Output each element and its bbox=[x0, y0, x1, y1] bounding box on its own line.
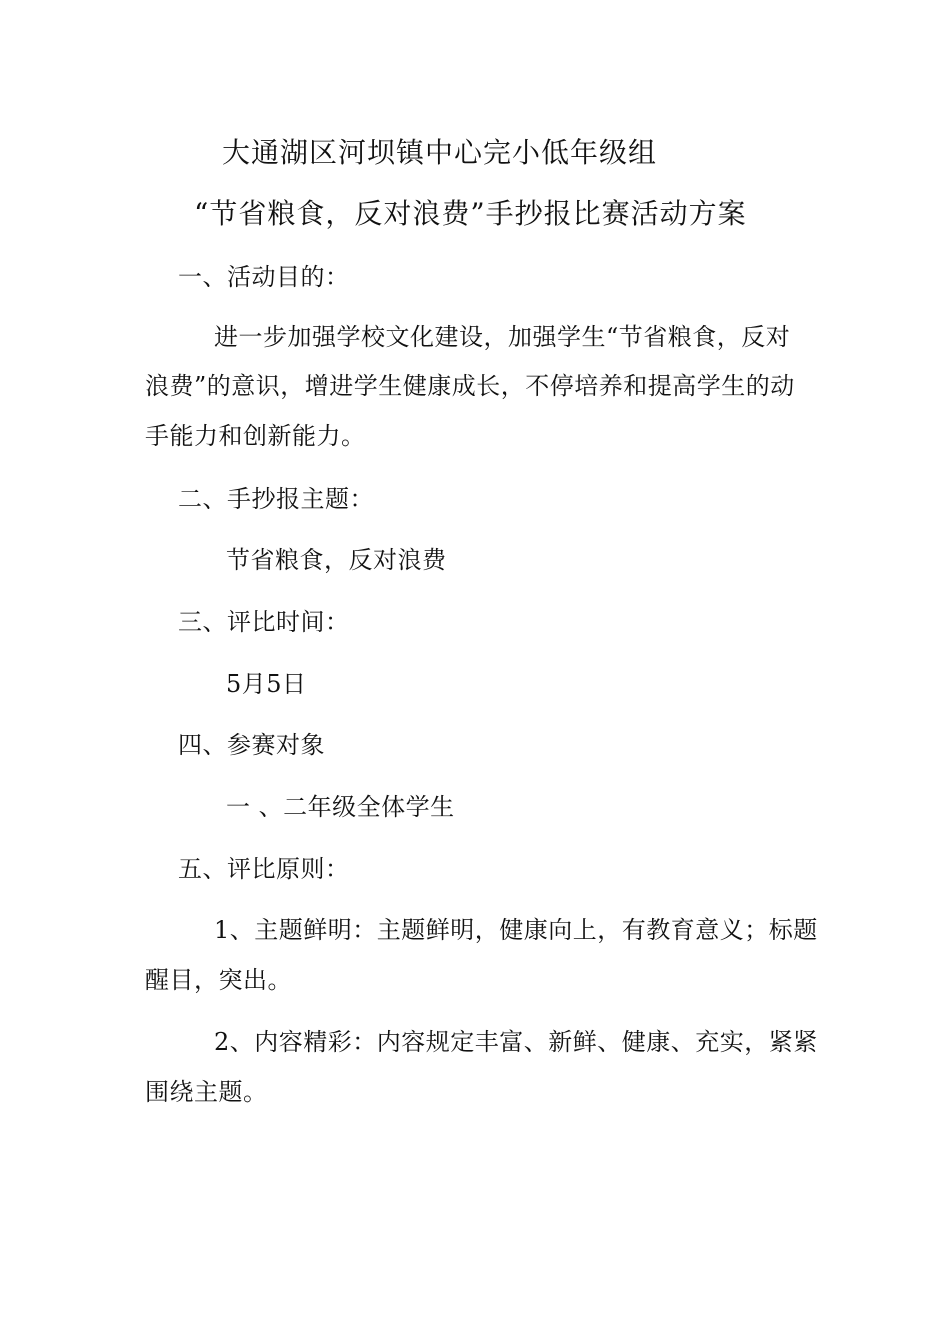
section-4-heading: 四、参赛对象 bbox=[178, 731, 325, 759]
section-1-body-line-2: 浪费”的意识，增进学生健康成长，不停培养和提高学生的动 bbox=[145, 372, 795, 400]
section-2-body-line-1: 节省粮食，反对浪费 bbox=[226, 546, 447, 574]
section-4-body-line-1: 一 、二年级全体学生 bbox=[226, 793, 455, 821]
title-line-2: “节省粮食，反对浪费”手抄报比赛活动方案 bbox=[194, 197, 747, 230]
section-5-body-line-3: 2、内容精彩：内容规定丰富、新鲜、健康、充实，紧紧 bbox=[214, 1028, 818, 1056]
section-3-body-line-1: 5月5日 bbox=[226, 670, 307, 698]
section-5-heading: 五、评比原则： bbox=[178, 855, 350, 883]
section-2-heading: 二、手抄报主题： bbox=[178, 485, 374, 513]
section-1-body-line-1: 进一步加强学校文化建设，加强学生“节省粮食，反对 bbox=[214, 323, 791, 351]
section-5-body-line-1: 1、主题鲜明：主题鲜明，健康向上，有教育意义；标题 bbox=[214, 916, 818, 944]
section-1-body-line-3: 手能力和创新能力。 bbox=[145, 422, 366, 450]
title-line-1: 大通湖区河坝镇中心完小低年级组 bbox=[222, 136, 658, 169]
section-1-heading: 一、活动目的： bbox=[178, 263, 350, 291]
section-3-heading: 三、评比时间： bbox=[178, 608, 350, 636]
section-5-body-line-4: 围绕主题。 bbox=[145, 1078, 268, 1106]
section-5-body-line-2: 醒目，突出。 bbox=[145, 966, 292, 994]
